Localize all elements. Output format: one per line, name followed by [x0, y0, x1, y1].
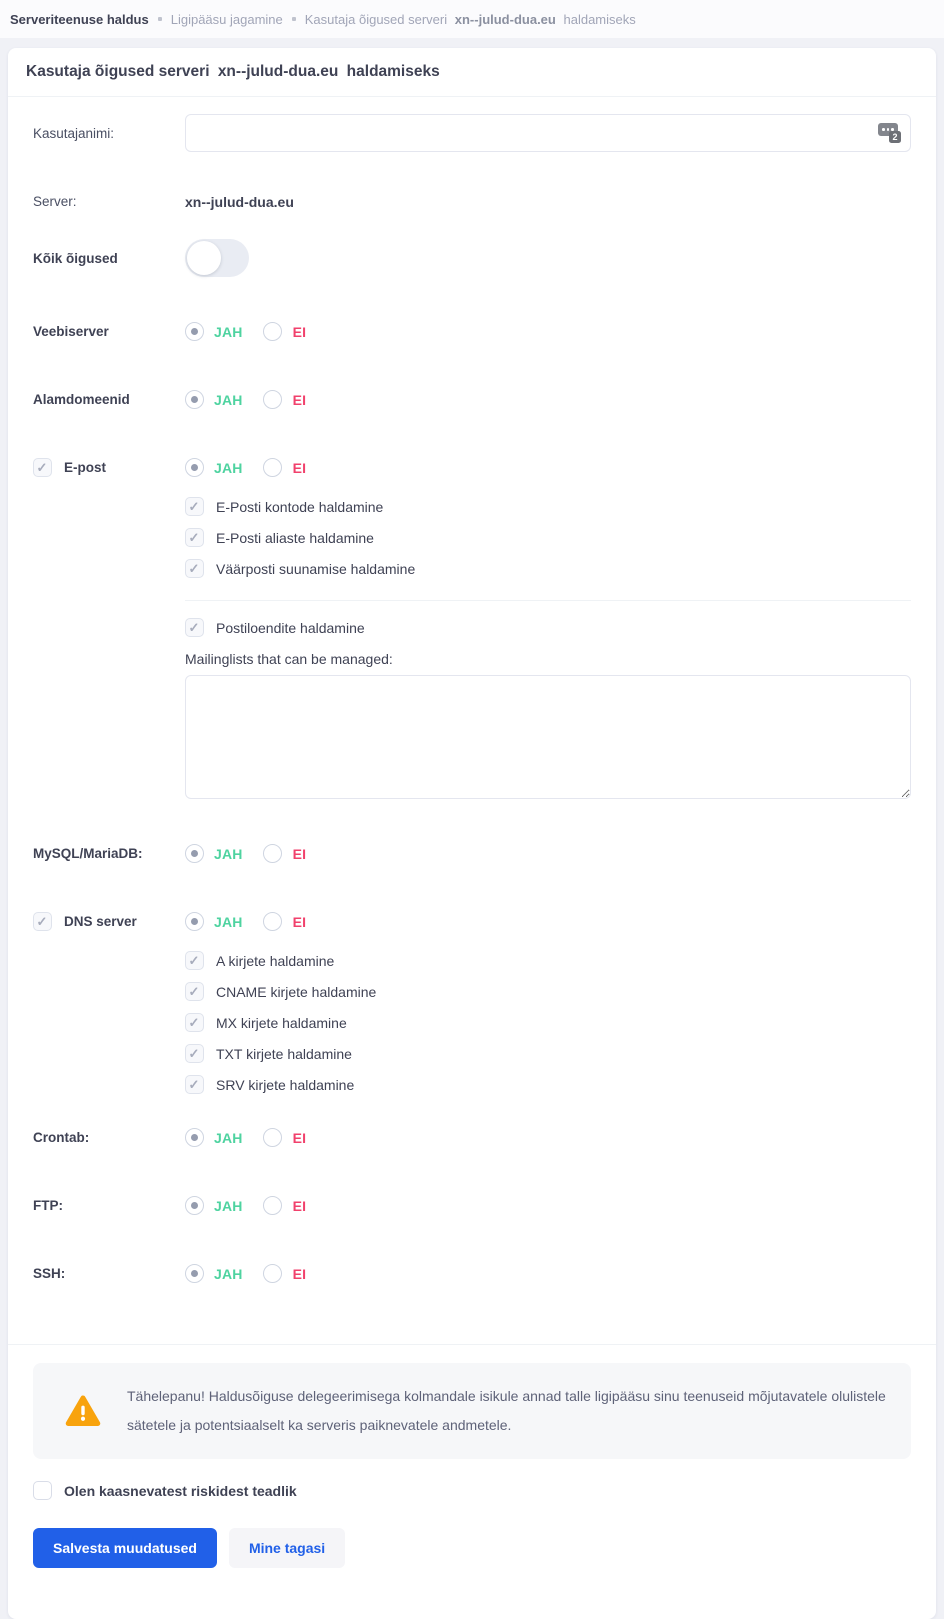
mysql-no-label: EI — [292, 845, 307, 862]
mysql-label: MySQL/MariaDB: — [33, 846, 143, 861]
mysql-radio-group — [185, 844, 306, 863]
permissions-card — [8, 48, 936, 1619]
webserver-radio-group — [185, 322, 306, 341]
breadcrumb-item-serveriteenuse-haldus[interactable]: Serveriteenuse haldus — [10, 11, 149, 27]
email-radio-group — [185, 458, 306, 477]
dns-no-label: EI — [292, 913, 307, 930]
mysql-no-radio[interactable] — [263, 844, 282, 863]
server-value: xn--julud-dua.eu — [185, 193, 294, 210]
ssh-no-radio[interactable] — [263, 1264, 282, 1283]
breadcrumb — [0, 0, 944, 38]
ssh-yes-label: JAH — [214, 1265, 243, 1282]
dns-sub-area — [185, 951, 911, 1094]
ftp-no-radio[interactable] — [263, 1196, 282, 1215]
toggle-knob — [187, 241, 221, 275]
breadcrumb-current-prefix: Kasutaja õigused serveri — [304, 11, 448, 27]
warning-text: Tähelepanu! Haldusõiguse delegeerimisega kolmandale isikule annad talle ligipääsu sinu teenuseid mõjutavatele olulistele sätetele ja potentsiaalselt ka serveris paiknevatele andmetele. — [127, 1388, 886, 1433]
email-aliases-label: E-Posti aliaste haldamine — [216, 529, 374, 546]
risk-checkbox[interactable] — [33, 1481, 52, 1500]
a-records-label: A kirjete haldamine — [216, 952, 335, 969]
username-label: Kasutajanimi: — [33, 126, 115, 141]
webserver-label: Veebiserver — [33, 324, 109, 339]
ssh-label: SSH: — [33, 1266, 66, 1281]
email-aliases-checkbox[interactable] — [185, 528, 204, 547]
title-suffix: haldamiseks — [346, 63, 440, 80]
mailinglists-item-label: Postiloendite haldamine — [216, 619, 365, 636]
dns-label: DNS server — [64, 914, 137, 929]
dns-yes-radio[interactable] — [185, 912, 204, 931]
warning-triangle-icon — [63, 1393, 103, 1430]
email-sub-item — [185, 528, 911, 547]
breadcrumb-separator-icon — [292, 17, 296, 21]
mysql-row — [33, 844, 911, 863]
dns-radio-group — [185, 912, 306, 931]
webserver-yes-radio[interactable] — [185, 322, 204, 341]
dns-yes-label: JAH — [214, 913, 243, 930]
email-yes-label: JAH — [214, 459, 243, 476]
email-no-label: EI — [292, 459, 307, 476]
txt-records-label: TXT kirjete haldamine — [216, 1045, 352, 1062]
server-row — [33, 192, 911, 211]
ftp-radio-group — [185, 1196, 306, 1215]
subdomains-yes-radio[interactable] — [185, 390, 204, 409]
ftp-yes-label: JAH — [214, 1197, 243, 1214]
dns-sub-item — [185, 1013, 911, 1032]
email-checkbox[interactable] — [33, 458, 52, 477]
cname-records-checkbox[interactable] — [185, 982, 204, 1001]
email-sub-area — [185, 497, 911, 804]
title-server: xn--julud-dua.eu — [217, 63, 339, 80]
action-buttons — [33, 1528, 911, 1568]
save-button[interactable]: Salvesta muudatused — [33, 1528, 217, 1568]
a-records-checkbox[interactable] — [185, 951, 204, 970]
dns-no-radio[interactable] — [263, 912, 282, 931]
permissions-form — [8, 97, 936, 1344]
dns-sub-item — [185, 1075, 911, 1094]
server-label: Server: — [33, 194, 77, 209]
all-rights-label: Kõik õigused — [33, 250, 118, 266]
breadcrumb-item-ligipaasu-jagamine[interactable]: Ligipääsu jagamine — [170, 11, 283, 27]
card-footer — [8, 1344, 936, 1619]
warning-box — [33, 1363, 911, 1459]
email-sub-item — [185, 618, 911, 637]
all-rights-row — [33, 239, 911, 277]
email-row — [33, 458, 911, 477]
email-sub-item — [185, 497, 911, 516]
email-accounts-checkbox[interactable] — [185, 497, 204, 516]
username-input[interactable] — [185, 114, 911, 152]
subdomains-no-label: EI — [292, 391, 307, 408]
dns-label-group — [33, 912, 185, 931]
mx-records-label: MX kirjete haldamine — [216, 1014, 347, 1031]
dns-checkbox[interactable] — [33, 912, 52, 931]
mysql-yes-label: JAH — [214, 845, 243, 862]
email-yes-radio[interactable] — [185, 458, 204, 477]
ssh-radio-group — [185, 1264, 306, 1283]
webserver-no-label: EI — [292, 323, 307, 340]
ftp-row — [33, 1196, 911, 1215]
mailinglists-textarea-label: Mailinglists that can be managed: — [185, 651, 393, 667]
crontab-yes-radio[interactable] — [185, 1128, 204, 1147]
password-manager-icon[interactable] — [878, 123, 901, 143]
cname-records-label: CNAME kirjete haldamine — [216, 983, 377, 1000]
dns-sub-item — [185, 982, 911, 1001]
subdomains-label: Alamdomeenid — [33, 392, 130, 407]
srv-records-checkbox[interactable] — [185, 1075, 204, 1094]
all-rights-toggle[interactable] — [185, 239, 249, 277]
mailinglists-textarea[interactable] — [185, 675, 911, 799]
dns-sub-item — [185, 951, 911, 970]
crontab-no-radio[interactable] — [263, 1128, 282, 1147]
ssh-yes-radio[interactable] — [185, 1264, 204, 1283]
breadcrumb-separator-icon — [158, 17, 162, 21]
webserver-yes-label: JAH — [214, 323, 243, 340]
dns-row — [33, 912, 911, 931]
subdomains-row — [33, 390, 911, 409]
card-header — [8, 48, 936, 97]
txt-records-checkbox[interactable] — [185, 1044, 204, 1063]
password-manager-badge: 2 — [889, 131, 901, 143]
crontab-yes-label: JAH — [214, 1129, 243, 1146]
ftp-no-label: EI — [292, 1197, 307, 1214]
crontab-radio-group — [185, 1128, 306, 1147]
risk-label: Olen kaasnevatest riskidest teadlik — [64, 1482, 297, 1499]
page-title — [26, 62, 918, 82]
subdomains-no-radio[interactable] — [263, 390, 282, 409]
email-no-radio[interactable] — [263, 458, 282, 477]
crontab-label: Crontab: — [33, 1130, 90, 1145]
mailinglists-checkbox[interactable] — [185, 618, 204, 637]
mx-records-checkbox[interactable] — [185, 1013, 204, 1032]
breadcrumb-item-current — [305, 12, 636, 27]
email-label: E-post — [64, 460, 106, 475]
risk-row — [33, 1481, 911, 1500]
breadcrumb-current-server: xn--julud-dua.eu — [454, 11, 556, 27]
webserver-row — [33, 322, 911, 341]
username-row — [33, 114, 911, 152]
ftp-label: FTP: — [33, 1198, 63, 1213]
ssh-row — [33, 1264, 911, 1283]
srv-records-label: SRV kirjete haldamine — [216, 1076, 355, 1093]
email-sub-divider — [185, 600, 911, 601]
subdomains-yes-label: JAH — [214, 391, 243, 408]
username-field-wrap — [185, 114, 911, 152]
title-prefix: Kasutaja õigused serveri — [26, 63, 210, 80]
mysql-yes-radio[interactable] — [185, 844, 204, 863]
back-button[interactable]: Mine tagasi — [229, 1528, 345, 1568]
email-label-group — [33, 458, 185, 477]
ftp-yes-radio[interactable] — [185, 1196, 204, 1215]
spam-forwarding-checkbox[interactable] — [185, 559, 204, 578]
crontab-row — [33, 1128, 911, 1147]
email-accounts-label: E-Posti kontode haldamine — [216, 498, 384, 515]
ssh-no-label: EI — [292, 1265, 307, 1282]
dns-sub-item — [185, 1044, 911, 1063]
subdomains-radio-group — [185, 390, 306, 409]
breadcrumb-current-suffix: haldamiseks — [563, 11, 636, 27]
email-sub-item — [185, 559, 911, 578]
spam-forwarding-label: Väärposti suunamise haldamine — [216, 560, 416, 577]
crontab-no-label: EI — [292, 1129, 307, 1146]
webserver-no-radio[interactable] — [263, 322, 282, 341]
